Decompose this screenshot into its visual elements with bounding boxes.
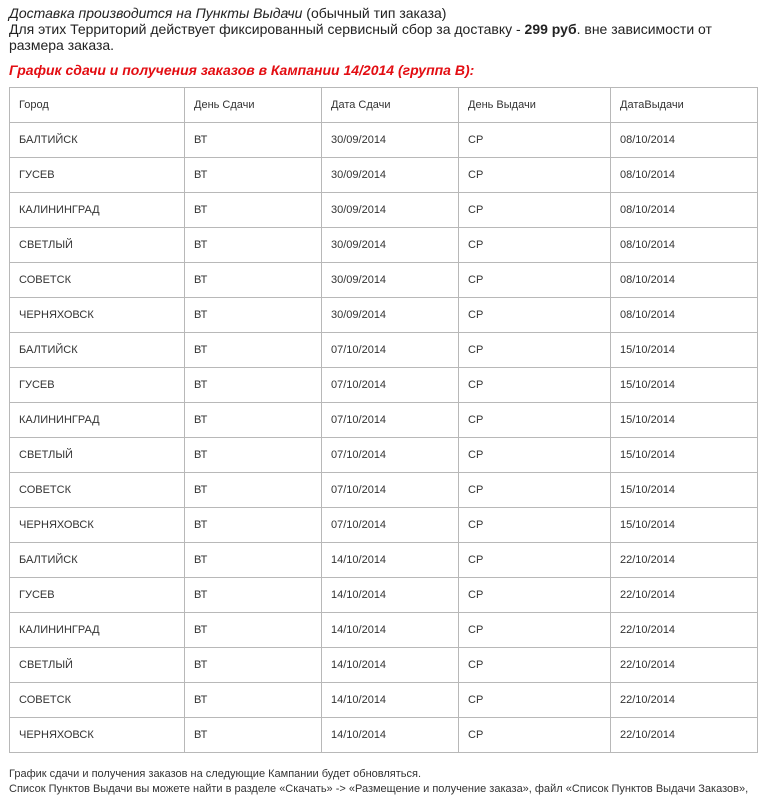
cell-city: ЧЕРНЯХОВСК bbox=[10, 718, 185, 753]
cell-drop-date: 14/10/2014 bbox=[322, 718, 459, 753]
cell-city: СОВЕТСК bbox=[10, 263, 185, 298]
header-city: Город bbox=[10, 88, 185, 123]
intro-line-2 bbox=[9, 21, 759, 53]
cell-pickup-date: 22/10/2014 bbox=[611, 683, 758, 718]
cell-city: СВЕТЛЫЙ bbox=[10, 228, 185, 263]
cell-drop-day: ВТ bbox=[185, 718, 322, 753]
cell-pickup-date: 22/10/2014 bbox=[611, 648, 758, 683]
delivery-lead-note: (обычный тип заказа) bbox=[302, 5, 447, 21]
cell-pickup-day: СР bbox=[459, 368, 611, 403]
cell-drop-day: ВТ bbox=[185, 543, 322, 578]
cell-drop-date: 30/09/2014 bbox=[322, 263, 459, 298]
cell-pickup-day: СР bbox=[459, 613, 611, 648]
cell-pickup-date: 22/10/2014 bbox=[611, 578, 758, 613]
cell-city: ЧЕРНЯХОВСК bbox=[10, 298, 185, 333]
cell-drop-date: 07/10/2014 bbox=[322, 438, 459, 473]
cell-city: ЧЕРНЯХОВСК bbox=[10, 508, 185, 543]
cell-city: БАЛТИЙСК bbox=[10, 333, 185, 368]
cell-drop-date: 14/10/2014 bbox=[322, 648, 459, 683]
cell-drop-day: ВТ bbox=[185, 578, 322, 613]
table-row bbox=[10, 473, 758, 508]
cell-pickup-day: СР bbox=[459, 543, 611, 578]
delivery-intro bbox=[9, 5, 759, 53]
cell-city: ГУСЕВ bbox=[10, 158, 185, 193]
table-row bbox=[10, 193, 758, 228]
cell-pickup-day: СР bbox=[459, 298, 611, 333]
header-drop-date: Дата Сдачи bbox=[322, 88, 459, 123]
schedule-table bbox=[9, 87, 758, 753]
table-row bbox=[10, 368, 758, 403]
header-pickup-day: День Выдачи bbox=[459, 88, 611, 123]
cell-pickup-date: 15/10/2014 bbox=[611, 368, 758, 403]
cell-drop-day: ВТ bbox=[185, 333, 322, 368]
cell-pickup-date: 08/10/2014 bbox=[611, 158, 758, 193]
cell-pickup-day: СР bbox=[459, 438, 611, 473]
cell-drop-date: 14/10/2014 bbox=[322, 613, 459, 648]
cell-drop-day: ВТ bbox=[185, 683, 322, 718]
cell-city: КАЛИНИНГРАД bbox=[10, 193, 185, 228]
cell-pickup-day: СР bbox=[459, 683, 611, 718]
cell-drop-day: ВТ bbox=[185, 158, 322, 193]
schedule-body bbox=[10, 123, 758, 753]
cell-drop-date: 14/10/2014 bbox=[322, 543, 459, 578]
fee-text-after: . вне зависимости от размера заказа. bbox=[9, 21, 712, 53]
cell-pickup-day: СР bbox=[459, 263, 611, 298]
service-fee: 299 руб bbox=[524, 21, 577, 37]
cell-drop-day: ВТ bbox=[185, 228, 322, 263]
cell-drop-date: 07/10/2014 bbox=[322, 508, 459, 543]
cell-city: ГУСЕВ bbox=[10, 368, 185, 403]
cell-city: ГУСЕВ bbox=[10, 578, 185, 613]
cell-pickup-day: СР bbox=[459, 578, 611, 613]
cell-pickup-day: СР bbox=[459, 228, 611, 263]
table-row bbox=[10, 123, 758, 158]
table-row bbox=[10, 158, 758, 193]
cell-pickup-day: СР bbox=[459, 718, 611, 753]
cell-city: КАЛИНИНГРАД bbox=[10, 403, 185, 438]
table-row bbox=[10, 438, 758, 473]
cell-pickup-date: 15/10/2014 bbox=[611, 333, 758, 368]
cell-drop-day: ВТ bbox=[185, 648, 322, 683]
cell-pickup-date: 08/10/2014 bbox=[611, 228, 758, 263]
cell-pickup-date: 15/10/2014 bbox=[611, 508, 758, 543]
cell-city: СОВЕТСК bbox=[10, 683, 185, 718]
cell-drop-day: ВТ bbox=[185, 508, 322, 543]
campaign-schedule-title: График сдачи и получения заказов в Кампании 14/2014 (группа В): bbox=[9, 62, 475, 78]
cell-drop-day: ВТ bbox=[185, 438, 322, 473]
table-row bbox=[10, 613, 758, 648]
cell-pickup-date: 08/10/2014 bbox=[611, 123, 758, 158]
cell-city: СВЕТЛЫЙ bbox=[10, 438, 185, 473]
schedule-footer bbox=[9, 767, 759, 797]
cell-pickup-day: СР bbox=[459, 648, 611, 683]
cell-pickup-day: СР bbox=[459, 123, 611, 158]
cell-pickup-date: 22/10/2014 bbox=[611, 543, 758, 578]
cell-city: БАЛТИЙСК bbox=[10, 123, 185, 158]
cell-pickup-date: 08/10/2014 bbox=[611, 193, 758, 228]
table-row bbox=[10, 263, 758, 298]
table-row bbox=[10, 543, 758, 578]
cell-drop-date: 07/10/2014 bbox=[322, 368, 459, 403]
cell-drop-date: 30/09/2014 bbox=[322, 193, 459, 228]
table-row bbox=[10, 718, 758, 753]
cell-pickup-day: СР bbox=[459, 403, 611, 438]
cell-pickup-date: 08/10/2014 bbox=[611, 298, 758, 333]
cell-drop-date: 30/09/2014 bbox=[322, 228, 459, 263]
cell-city: СВЕТЛЫЙ bbox=[10, 648, 185, 683]
cell-drop-day: ВТ bbox=[185, 613, 322, 648]
table-row bbox=[10, 403, 758, 438]
cell-drop-date: 07/10/2014 bbox=[322, 333, 459, 368]
cell-pickup-day: СР bbox=[459, 333, 611, 368]
cell-pickup-day: СР bbox=[459, 473, 611, 508]
cell-drop-day: ВТ bbox=[185, 473, 322, 508]
cell-pickup-date: 22/10/2014 bbox=[611, 613, 758, 648]
cell-city: КАЛИНИНГРАД bbox=[10, 613, 185, 648]
cell-drop-day: ВТ bbox=[185, 123, 322, 158]
cell-drop-date: 30/09/2014 bbox=[322, 158, 459, 193]
cell-pickup-date: 08/10/2014 bbox=[611, 263, 758, 298]
intro-line-1 bbox=[9, 5, 759, 21]
cell-pickup-day: СР bbox=[459, 193, 611, 228]
cell-drop-date: 07/10/2014 bbox=[322, 473, 459, 508]
header-drop-day: День Сдачи bbox=[185, 88, 322, 123]
cell-pickup-date: 15/10/2014 bbox=[611, 403, 758, 438]
cell-pickup-day: СР bbox=[459, 508, 611, 543]
cell-drop-date: 30/09/2014 bbox=[322, 298, 459, 333]
header-pickup-date: ДатаВыдачи bbox=[611, 88, 758, 123]
table-header-row bbox=[10, 88, 758, 123]
cell-pickup-date: 22/10/2014 bbox=[611, 718, 758, 753]
table-row bbox=[10, 648, 758, 683]
cell-pickup-day: СР bbox=[459, 158, 611, 193]
table-row bbox=[10, 683, 758, 718]
cell-pickup-date: 15/10/2014 bbox=[611, 438, 758, 473]
cell-pickup-date: 15/10/2014 bbox=[611, 473, 758, 508]
fee-text-before: Для этих Территорий действует фиксированный сервисный сбор за доставку - bbox=[9, 21, 525, 37]
table-row bbox=[10, 228, 758, 263]
cell-drop-day: ВТ bbox=[185, 263, 322, 298]
table-row bbox=[10, 578, 758, 613]
table-row bbox=[10, 508, 758, 543]
cell-drop-day: ВТ bbox=[185, 193, 322, 228]
cell-drop-day: ВТ bbox=[185, 298, 322, 333]
cell-drop-date: 30/09/2014 bbox=[322, 123, 459, 158]
cell-drop-date: 14/10/2014 bbox=[322, 578, 459, 613]
cell-drop-date: 14/10/2014 bbox=[322, 683, 459, 718]
delivery-lead: Доставка производится на Пункты Выдачи bbox=[9, 5, 303, 21]
table-row bbox=[10, 333, 758, 368]
cell-city: СОВЕТСК bbox=[10, 473, 185, 508]
cell-drop-day: ВТ bbox=[185, 368, 322, 403]
cell-drop-date: 07/10/2014 bbox=[322, 403, 459, 438]
footer-update-note: График сдачи и получения заказов на следующие Кампании будет обновляться. bbox=[9, 768, 422, 780]
table-row bbox=[10, 298, 758, 333]
cell-drop-day: ВТ bbox=[185, 403, 322, 438]
footer-pickup-points-note: Список Пунктов Выдачи вы можете найти в разделе «Скачать» -> «Размещение и получение заказа», файл «Список Пунктов Выдачи Заказов», bbox=[9, 783, 749, 795]
cell-city: БАЛТИЙСК bbox=[10, 543, 185, 578]
